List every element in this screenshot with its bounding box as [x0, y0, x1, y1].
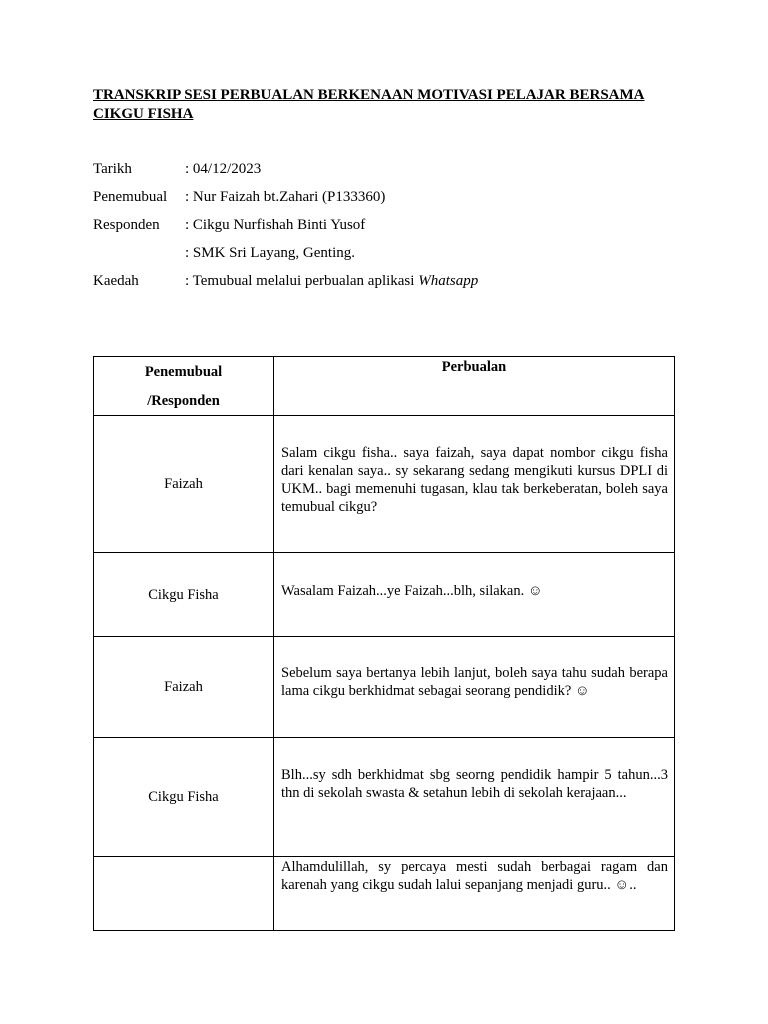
- method-text: : Temubual melalui perbualan aplikasi: [185, 273, 419, 289]
- date-row: [93, 160, 676, 188]
- respondent-label: Responden: [93, 217, 160, 233]
- date-label: Tarikh: [93, 161, 132, 177]
- respondent-row: [93, 216, 676, 244]
- header-talk-label: Perbualan: [441, 359, 507, 375]
- table-row: [94, 637, 675, 738]
- talk-cell: [274, 857, 675, 931]
- interview-details: [93, 160, 676, 300]
- speaker-cell: Faizah: [94, 637, 274, 738]
- table-row: [94, 738, 675, 857]
- header-speaker-line2: /Responden: [147, 393, 220, 409]
- respondent-school-row: [93, 244, 676, 272]
- table-row: [94, 416, 675, 553]
- speaker-cell: Faizah: [94, 416, 274, 553]
- interviewer-value: : Nur Faizah bt.Zahari (P133360): [185, 189, 386, 205]
- header-speaker: [94, 357, 274, 416]
- table-header-row: [94, 357, 675, 416]
- transcript-table: [93, 356, 675, 931]
- speaker-cell: [94, 857, 274, 931]
- respondent-school: : SMK Sri Layang, Genting.: [185, 245, 355, 261]
- talk-cell: [274, 416, 675, 553]
- speaker-cell: Cikgu Fisha: [94, 738, 274, 857]
- talk-text: Salam cikgu fisha.. saya faizah, saya dapat nombor cikgu fisha dari kenalan saya.. sy sekarang sedang mengikuti kursus DPLI di UKM.. bagi memenuhi tugasan, klau tak berkeberatan, boleh saya temubual cikgu?: [281, 445, 668, 515]
- date-value: : 04/12/2023: [185, 161, 262, 177]
- method-row: [93, 272, 676, 300]
- table-row: [94, 857, 675, 931]
- header-talk: [274, 357, 675, 416]
- talk-text: Blh...sy sdh berkhidmat sbg seorng pendidik hampir 5 tahun...3 thn di sekolah swasta & setahun lebih di sekolah kerajaan...: [281, 767, 668, 801]
- speaker-cell: Cikgu Fisha: [94, 553, 274, 637]
- table-row: [94, 553, 675, 637]
- interviewer-row: [93, 188, 676, 216]
- talk-text: Wasalam Faizah...ye Faizah...blh, silakan. ☺: [281, 583, 543, 599]
- method-label: Kaedah: [93, 273, 139, 289]
- interviewer-label: Penemubual: [93, 189, 168, 205]
- talk-cell: [274, 637, 675, 738]
- talk-text: Sebelum saya bertanya lebih lanjut, boleh saya tahu sudah berapa lama cikgu berkhidmat sebagai seorang pendidik? ☺: [281, 665, 668, 699]
- talk-cell: [274, 553, 675, 637]
- respondent-value: : Cikgu Nurfishah Binti Yusof: [185, 217, 366, 233]
- method-app: Whatsapp: [418, 273, 479, 289]
- document-title: TRANSKRIP SESI PERBUALAN BERKENAAN MOTIVASI PELAJAR BERSAMA CIKGU FISHA: [93, 87, 645, 122]
- talk-cell: [274, 738, 675, 857]
- talk-text: Alhamdulillah, sy percaya mesti sudah berbagai ragam dan karenah yang cikgu sudah lalui sepanjang menjadi guru.. ☺..: [281, 859, 668, 893]
- header-speaker-line1: Penemubual: [144, 364, 223, 380]
- method-value: [185, 272, 478, 290]
